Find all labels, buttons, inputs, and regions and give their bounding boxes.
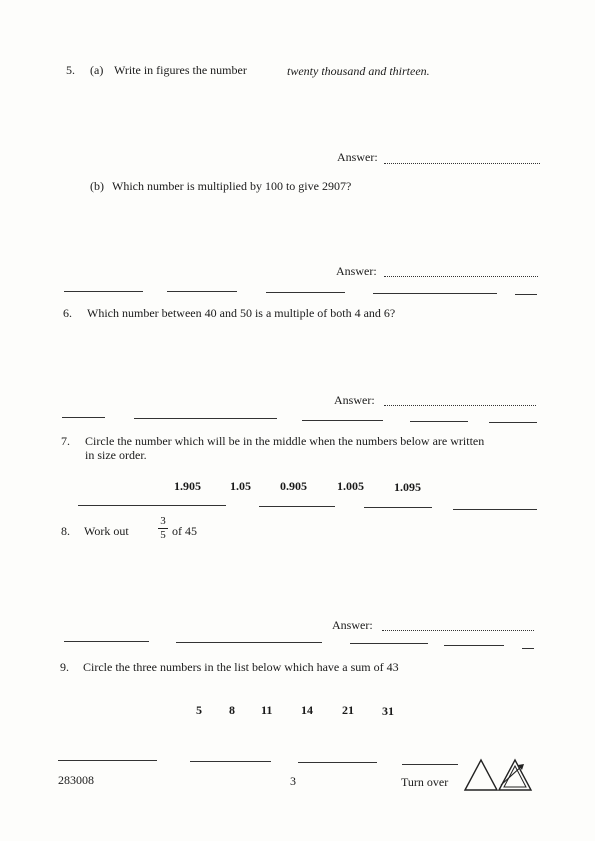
paper-code: 283008 bbox=[58, 773, 94, 787]
separator-line bbox=[515, 294, 537, 295]
separator-line bbox=[444, 645, 504, 646]
separator-line bbox=[350, 643, 428, 644]
q5b-label: (b) bbox=[90, 179, 104, 193]
q5-number: 5. bbox=[66, 63, 75, 77]
q5a-text: Write in figures the number bbox=[114, 63, 247, 77]
q5a-answer-line[interactable] bbox=[384, 163, 540, 164]
q9-option[interactable]: 8 bbox=[229, 703, 235, 717]
q7-option[interactable]: 1.095 bbox=[394, 480, 421, 494]
separator-line bbox=[58, 760, 157, 761]
triangle-icon bbox=[465, 760, 497, 790]
q9-option[interactable]: 5 bbox=[196, 703, 202, 717]
separator-line bbox=[78, 505, 226, 506]
q8-answer-line[interactable] bbox=[382, 630, 534, 631]
q5b-answer-label: Answer: bbox=[336, 264, 377, 278]
separator-line bbox=[373, 293, 497, 294]
separator-line bbox=[489, 422, 537, 423]
q5b-answer-line[interactable] bbox=[384, 276, 538, 277]
q5b-text: Which number is multiplied by 100 to give 2907? bbox=[112, 179, 352, 193]
separator-line bbox=[266, 292, 345, 293]
q8-number: 8. bbox=[61, 524, 70, 538]
q6-number: 6. bbox=[63, 306, 72, 320]
separator-line bbox=[298, 762, 377, 763]
separator-line bbox=[64, 641, 149, 642]
separator-line bbox=[190, 761, 271, 762]
q5a-label: (a) bbox=[90, 63, 104, 77]
q8-work-out: Work out bbox=[84, 524, 129, 538]
triangle-icon bbox=[504, 766, 526, 787]
q7-option[interactable]: 0.905 bbox=[280, 479, 307, 493]
q5a-answer-label: Answer: bbox=[337, 150, 378, 164]
q7-text-line2: in size order. bbox=[85, 448, 147, 462]
separator-line bbox=[410, 421, 468, 422]
q8-numerator: 3 bbox=[160, 515, 166, 527]
q7-text-line1: Circle the number which will be in the middle when the numbers below are written bbox=[85, 434, 485, 448]
q7-number: 7. bbox=[61, 434, 70, 448]
turn-over-label: Turn over bbox=[401, 775, 449, 789]
q7-option[interactable]: 1.05 bbox=[230, 479, 251, 493]
q9-number: 9. bbox=[60, 660, 69, 674]
separator-line bbox=[134, 418, 277, 419]
separator-line bbox=[62, 417, 105, 418]
q9-option[interactable]: 11 bbox=[261, 703, 273, 717]
q6-text: Which number between 40 and 50 is a multiple of both 4 and 6? bbox=[87, 306, 396, 320]
q9-text: Circle the three numbers in the list below which have a sum of 43 bbox=[83, 660, 399, 674]
q7-option[interactable]: 1.905 bbox=[174, 479, 201, 493]
separator-line bbox=[453, 509, 537, 510]
separator-line bbox=[167, 291, 237, 292]
separator-line bbox=[522, 648, 534, 649]
triangle-icon bbox=[499, 760, 531, 790]
q6-answer-line[interactable] bbox=[384, 405, 536, 406]
separator-line bbox=[64, 291, 143, 292]
page-number: 3 bbox=[290, 774, 296, 788]
q9-option[interactable]: 14 bbox=[301, 703, 313, 717]
q8-of-text: of 45 bbox=[172, 524, 197, 538]
separator-line bbox=[402, 764, 458, 765]
q8-fraction bbox=[158, 516, 168, 541]
separator-line bbox=[176, 642, 322, 643]
q5a-words: twenty thousand and thirteen. bbox=[287, 64, 430, 78]
turn-over-arrows-icon bbox=[463, 757, 535, 793]
q8-denominator: 5 bbox=[160, 529, 166, 541]
q8-answer-label: Answer: bbox=[332, 618, 373, 632]
q9-option[interactable]: 31 bbox=[382, 704, 394, 718]
separator-line bbox=[302, 420, 383, 421]
q9-option[interactable]: 21 bbox=[342, 703, 354, 717]
q6-answer-label: Answer: bbox=[334, 393, 375, 407]
separator-line bbox=[364, 507, 432, 508]
separator-line bbox=[259, 506, 335, 507]
q7-option[interactable]: 1.005 bbox=[337, 479, 364, 493]
